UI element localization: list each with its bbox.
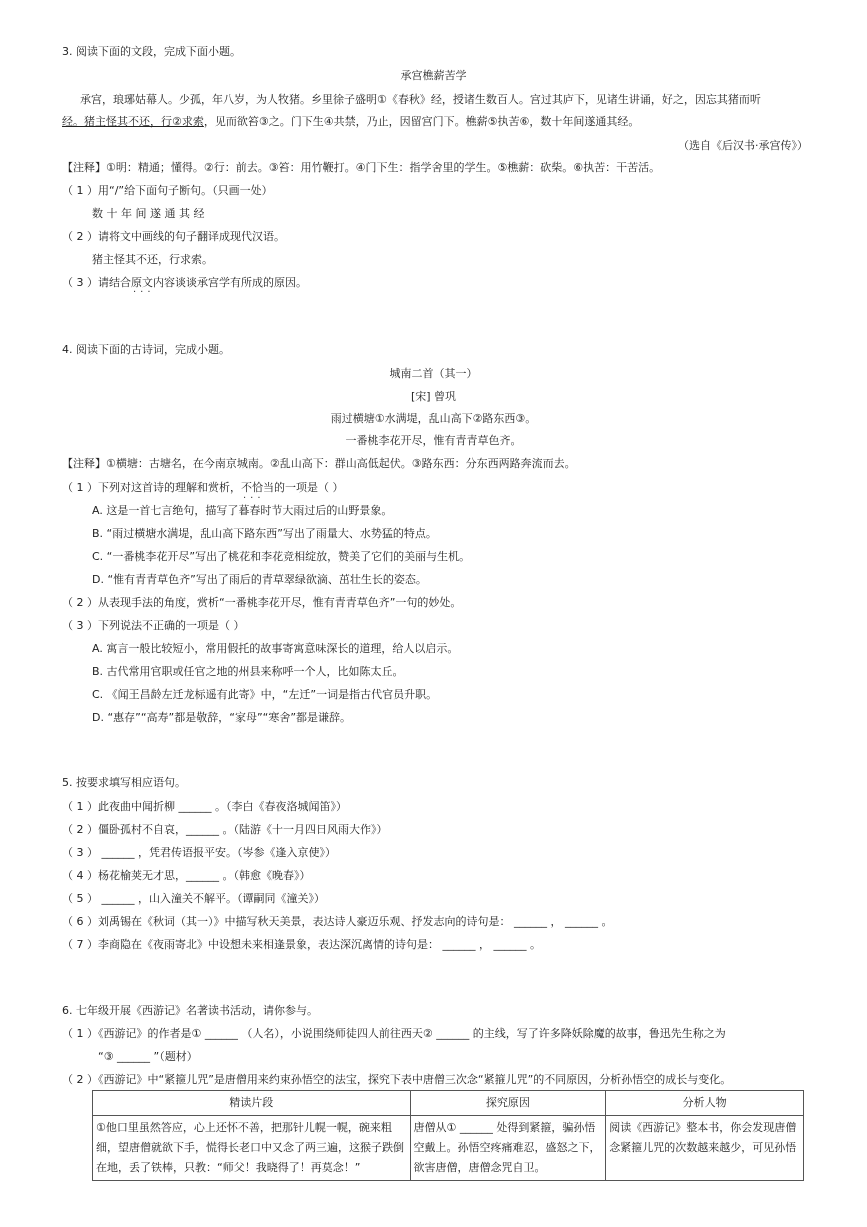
q4-poem-line2: 一番桃李花开尽，惟有青青草色齐。 <box>345 434 522 447</box>
q3-sub3: （ 3 ）请结合原文内容谈谈承宫学有所成的原因。 <box>62 276 307 289</box>
q4-poem-author: [宋] 曾巩 <box>410 390 457 403</box>
q4-sub1-option-d: D. “惟有青青草色齐”写出了雨后的青草翠绿欲滴、茁壮生长的姿态。 <box>92 573 427 586</box>
q5-item-6: （ 6 ）刘禹锡在《秋词（其一）》中描写秋天美景，表达诗人豪迈乐观、抒发志向的诗句是： ______ ， ______ 。 <box>62 915 613 928</box>
q4-notes: 【注释】①横塘：古塘名，在今南京城南。②乱山高下：群山高低起伏。③路东西：分东西两路奔流而去。 <box>62 457 576 470</box>
table-cell-reading: ①他口里虽然答应，心上还怀不善，把那针儿幌一幌，碗来粗细，望唐僧就欲下手，慌得长老口中又念了两三遍，这猴子跌倒在地，丢了铁棒，只教：“师父！我晓得了！再莫念！” <box>93 1116 411 1181</box>
q4-sub3: （ 3 ）下列说法不正确的一项是（ ） <box>62 619 245 632</box>
q6-sub1-line1: （ 1 ）《西游记》的作者是① ______ （人名），小说围绕师徒四人前往西天② ______ 的主线，写了许多降妖除魔的故事，鲁迅先生称之为 <box>62 1027 726 1040</box>
q5-item-1: （ 1 ）此夜曲中闻折柳 ______ 。（李白《春夜洛城闻笛》） <box>62 800 347 813</box>
q3-title: 承宫樵薪苦学 <box>400 69 467 82</box>
q3-passage-rest: ，见而欲笞③之。门下生④共禁，乃止，因留宫门下。樵薪⑤执苦⑥，数十年间遂通其经。 <box>203 115 640 128</box>
q4-sub3-option-b: B. 古代常用官职或任官之地的州县来称呼一个人，比如陈太丘。 <box>92 665 404 678</box>
table-header-reason: 探究原因 <box>410 1091 606 1116</box>
q5-item-2: （ 2 ）僵卧孤村不自哀，______ 。（陆游《十一月四日风雨大作》） <box>62 823 388 836</box>
q4-sub3-option-a: A. 寓言一般比较短小，常用假托的故事寄寓意味深长的道理，给人以启示。 <box>92 642 459 655</box>
q5-item-4: （ 4 ）杨花榆荚无才思，______ 。（韩愈《晚春》） <box>62 869 311 882</box>
q4-sub1: （ 1 ）下列对这首诗的理解和赏析，不恰当的一项是（ ） <box>62 481 344 494</box>
table-header-character: 分析人物 <box>606 1091 804 1116</box>
q3-sub1-text: 数 十 年 间 遂 通 其 经 <box>92 207 205 220</box>
q6-sub1-line2: “③ ______ ”（题材） <box>98 1050 198 1063</box>
q6-header: 6. 七年级开展《西游记》名著读书活动，请你参与。 <box>62 1004 318 1017</box>
q3-source: （选自《后汉书·承宫传》） <box>678 139 808 152</box>
q6-sub2: （ 2 ）《西游记》中“紧箍儿咒”是唐僧用来约束孙悟空的法宝，探究下表中唐僧三次念“紧箍儿咒”的不同原因，分析孙悟空的成长与变化。 <box>62 1073 732 1086</box>
q4-sub2: （ 2 ）从表现手法的角度，赏析“一番桃李花开尽，惟有青青草色齐”一句的妙处。 <box>62 596 462 609</box>
table-cell-reason: 唐僧从① ______ 处得到紧箍，骗孙悟空戴上。孙悟空疼痛难忍，盛怒之下，欲害唐僧，唐僧念咒自卫。 <box>410 1116 606 1181</box>
q3-sub1: （ 1 ）用“/”给下面句子断句。（只画一处） <box>62 184 273 197</box>
q5-item-5: （ 5 ） ______ ，山入潼关不解平。（谭嗣同《潼关》） <box>62 892 325 905</box>
q5-item-3: （ 3 ） ______ ，凭君传语报平安。（岑参《逢入京使》） <box>62 846 336 859</box>
q3-passage-line1: 承宫，琅琊姑幕人。少孤，年八岁，为人牧猪。乡里徐子盛明①《春秋》经，授诸生数百人。宫过其庐下，见诸生讲诵，好之，因忘其猪而听 <box>80 93 761 106</box>
table-header-reading: 精读片段 <box>93 1091 411 1116</box>
table-row <box>93 1116 804 1181</box>
q4-sub3-option-d: D. “惠存”“高寿”都是敬辞，“家母”“寒舍”都是谦辞。 <box>92 711 352 724</box>
q4-poem-title: 城南二首（其一） <box>389 367 478 380</box>
q3-underlined-sentence: 经。猪主怪其不还，行②求索 <box>62 115 204 128</box>
q3-sub2-text: 猪主怪其不还，行求索。 <box>92 253 213 266</box>
q3-passage-line2 <box>62 114 639 130</box>
q4-header: 4. 阅读下面的古诗词，完成小题。 <box>62 343 230 356</box>
emphasis-dots: ··· <box>133 287 155 298</box>
q5-header: 5. 按要求填写相应语句。 <box>62 776 186 789</box>
q3-notes: 【注释】①明：精通；懂得。②行：前去。③笞：用竹鞭打。④门下生：指学舍里的学生。⑤樵薪：砍柴。⑥执苦：干苦活。 <box>62 161 661 174</box>
table-cell-character: 阅读《西游记》整本书，你会发现唐僧念紧箍儿咒的次数越来越少，可见孙悟 <box>606 1116 804 1181</box>
q3-sub2: （ 2 ）请将文中画线的句子翻译成现代汉语。 <box>62 230 285 243</box>
emphasis-dots: ··· <box>243 493 265 504</box>
q4-poem-line1: 雨过横塘①水满堤，乱山高下②路东西③。 <box>330 412 537 425</box>
q3-header: 3. 阅读下面的文段，完成下面小题。 <box>62 45 241 58</box>
q4-sub1-option-c: C. “一番桃李花开尽”写出了桃花和李花竞相绽放，赞美了它们的美丽与生机。 <box>92 550 471 563</box>
q4-sub3-option-c: C. 《闻王昌龄左迁龙标遥有此寄》中，“左迁”一词是指古代官员升职。 <box>92 688 438 701</box>
q5-item-7: （ 7 ）李商隐在《夜雨寄北》中设想未来相逢景象，表达深沉离情的诗句是： ______ ， ______ 。 <box>62 938 541 951</box>
q4-sub1-option-b: B. “雨过横塘水满堤，乱山高下路东西”写出了雨量大、水势猛的特点。 <box>92 527 437 540</box>
reading-table <box>92 1090 804 1181</box>
q4-sub1-option-a: A. 这是一首七言绝句，描写了暮春时节大雨过后的山野景象。 <box>92 504 393 517</box>
